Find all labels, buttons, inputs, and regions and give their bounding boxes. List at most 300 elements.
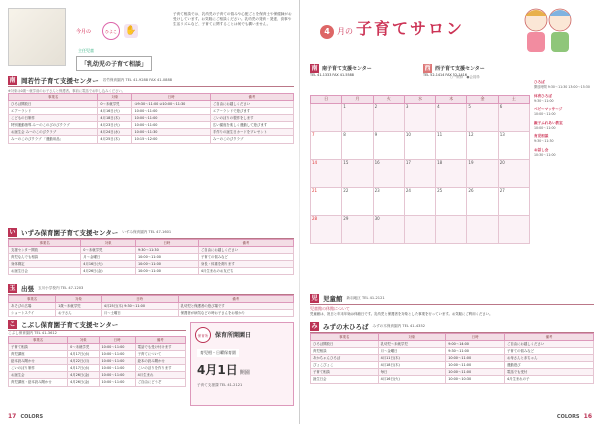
cell: 広い園庭を楽しく運動して遊びます xyxy=(210,122,293,129)
calendar-day xyxy=(342,131,373,159)
table-row xyxy=(9,303,294,310)
calendar-day xyxy=(373,131,404,159)
cell: お母さんと赤ちゃん xyxy=(504,355,593,362)
section-minami xyxy=(8,76,294,144)
cell: 4月22日(月) xyxy=(68,358,99,365)
day-number: 1 xyxy=(343,103,346,109)
cell: 10:00〜11:00 xyxy=(99,344,135,351)
cell: 育児相談 xyxy=(311,348,379,355)
col-header: 備考 xyxy=(198,240,293,247)
section-badge: み xyxy=(311,323,318,330)
cell: 乳幼児〜未就学児 xyxy=(378,341,446,348)
cell: 特別運動指導 みーのこのびのびクラブ xyxy=(9,122,98,129)
table-row xyxy=(9,379,186,386)
month-circle: ひよこ xyxy=(102,22,120,40)
day-number: 25 xyxy=(437,187,443,193)
table-row xyxy=(9,129,294,136)
calendar-legend: ○一般枠 ●会員枠 xyxy=(450,75,480,79)
cell: 10:00〜11:00 xyxy=(135,254,198,261)
table-row xyxy=(311,348,594,355)
side-event-text: 10:00〜11:00 xyxy=(534,112,556,117)
cell: 電話でも受付 xyxy=(504,369,593,376)
table-row xyxy=(9,136,294,143)
calendar-day xyxy=(467,187,498,215)
cell: 10:00〜11:00 xyxy=(99,351,135,358)
schedule-table xyxy=(8,295,294,317)
table-row xyxy=(9,365,186,372)
section-info: いずみ保育園内 TEL 47-1601 xyxy=(122,230,172,234)
col-header: 対象 xyxy=(98,94,132,101)
cell: 1歳〜未就学児 xyxy=(56,303,102,310)
calendar-day xyxy=(404,103,435,131)
cell: 手作りの誕生日カードをプレゼント xyxy=(210,129,293,136)
cell: 10:00〜11:00 xyxy=(446,362,505,369)
col-header: 備考 xyxy=(135,337,185,344)
page-number xyxy=(557,413,592,420)
side-event-title: ベビーマッサージ xyxy=(534,107,563,112)
col-header: 日時 xyxy=(101,296,178,303)
col-header: 日時 xyxy=(446,334,505,341)
cell: 0〜未就学児 xyxy=(81,247,136,254)
side-event xyxy=(534,121,594,131)
col-header: 対象 xyxy=(81,240,136,247)
day-number: 24 xyxy=(405,187,411,193)
cell: ひろば開放日 xyxy=(9,101,98,108)
nursery-info-box xyxy=(190,322,294,406)
cell: 10:00〜11:00 xyxy=(99,372,135,379)
section-title: いずみ保育園子育て支援センター xyxy=(21,229,119,237)
cell: 月〜金曜日 xyxy=(378,348,446,355)
cell: あかちゃんひろば xyxy=(311,355,379,362)
cell: 4月18日(木) xyxy=(378,362,446,369)
calendar-day xyxy=(342,215,373,243)
side-event-text: 10:00〜11:00 xyxy=(534,125,556,130)
cell: 育児なんでも相談 xyxy=(9,254,81,261)
day-number: 14 xyxy=(312,159,318,165)
center-minami xyxy=(310,64,417,77)
cell: あそびの広場 xyxy=(9,303,56,310)
day-number: 30 xyxy=(374,215,380,221)
cell: 運動遊び xyxy=(504,362,593,369)
calendar-day xyxy=(373,215,404,243)
calendar-day xyxy=(467,131,498,159)
cell: 絵本の読み聞かせ xyxy=(135,358,185,365)
side-event-title: ひろば xyxy=(534,80,545,84)
category-label: 主任児童 xyxy=(78,48,94,53)
day-number: 7 xyxy=(312,131,315,137)
section-title: みずの木ひろば xyxy=(323,323,369,331)
table-row xyxy=(311,369,594,376)
weekday-header: 火 xyxy=(373,96,404,104)
cell: 育児講座・絵本読み聞かせ xyxy=(9,379,68,386)
day-number: 15 xyxy=(343,159,349,165)
calendar-day xyxy=(404,187,435,215)
cell: 4月17日(水) xyxy=(68,351,99,358)
day-number: 17 xyxy=(405,159,411,165)
section-title: 岡若竹子育て支援センター xyxy=(21,77,99,85)
calendar-day xyxy=(467,159,498,187)
schedule-table xyxy=(8,239,294,275)
cell: みーのこのびクラブ xyxy=(210,136,293,143)
side-event-text: 9:30〜11:30 xyxy=(534,139,554,144)
section-note: ※対象は0歳〜就学前のお子さんと保護者。事前に電話でお申し込みください。 xyxy=(8,89,125,93)
cell: こいのぼりを作ります xyxy=(135,365,185,372)
section-kobushi xyxy=(8,320,186,387)
calendar-day xyxy=(311,187,342,215)
table-row xyxy=(9,122,294,129)
cell: 誕生日会 xyxy=(311,376,379,383)
cell: 育児講座 xyxy=(9,351,68,358)
section-title: 出張 xyxy=(21,285,34,293)
calendar-week xyxy=(311,187,530,215)
table-row xyxy=(311,376,594,383)
day-number: 21 xyxy=(312,187,318,193)
cell: お誕生日会 xyxy=(9,268,81,275)
section-badge: 玉 xyxy=(9,285,16,292)
section-info: みずの木保育園内 TEL 41-4352 xyxy=(372,324,426,328)
cell: 子育ての悩みなど xyxy=(198,254,293,261)
hand-icon: ✋ xyxy=(125,26,137,36)
col-header: 事業名 xyxy=(311,334,379,341)
box-date: 4月1日 xyxy=(197,363,238,377)
calendar-day xyxy=(498,131,529,159)
calendar-week xyxy=(311,131,530,159)
day-number: 29 xyxy=(343,215,349,221)
day-number: 9 xyxy=(374,131,378,137)
cell: 10:00〜11:00 xyxy=(132,108,210,115)
calendar-day xyxy=(311,159,342,187)
calendar-day xyxy=(404,215,435,243)
box-sub: 育児相・日曜保育園 xyxy=(197,349,239,357)
cell: ショートステイ xyxy=(9,310,56,317)
cell: 9:00〜14:00 xyxy=(446,341,505,348)
col-header: 事業名 xyxy=(9,94,98,101)
calendar-day xyxy=(436,215,467,243)
table-row xyxy=(9,268,294,275)
cell: ぴょこぴょこ xyxy=(311,362,379,369)
section-title: こぶし保育園子育て支援センター xyxy=(21,321,119,329)
calendar-day xyxy=(467,215,498,243)
day-number: 16 xyxy=(374,159,380,165)
brand: COLORS xyxy=(556,414,580,420)
box-title: 保育所開園日 xyxy=(215,332,252,339)
cell: 4月23日(火) xyxy=(98,122,132,129)
box-badge: 保育所 xyxy=(195,327,211,343)
cell: 9:30〜11:00 xyxy=(446,348,505,355)
cell: 4月18日(木) xyxy=(98,115,132,122)
table-row xyxy=(9,358,186,365)
cell: 4月生まれの子 xyxy=(504,376,593,383)
center-info: TEL 41-1333 FAX 41-5588 xyxy=(310,73,354,77)
col-header: 備考 xyxy=(178,296,293,303)
salon-title: 子育てサロン xyxy=(356,19,465,38)
cell: こどもの日制作 xyxy=(9,115,98,122)
side-event-text: 開放時間 9:30〜11:30 13:00〜15:30 xyxy=(534,85,590,90)
table-row xyxy=(9,310,294,317)
schedule-table xyxy=(310,333,594,384)
calendar-day xyxy=(373,103,404,131)
table-row xyxy=(9,351,186,358)
day-number: 27 xyxy=(499,187,505,193)
schedule-table xyxy=(8,93,294,144)
cell: こいのぼりの製作をします xyxy=(210,115,293,122)
day-number: 28 xyxy=(312,215,318,221)
section-tamagawa xyxy=(8,284,294,317)
cell: 4月11日(木) xyxy=(378,355,446,362)
intro-section xyxy=(8,8,294,72)
month-badge xyxy=(76,22,166,44)
table-row xyxy=(9,344,186,351)
cell: 10:00〜11:00 xyxy=(446,369,505,376)
cell: 4月26日(金) xyxy=(68,372,99,379)
page-num: 16 xyxy=(583,413,592,420)
day-number: 4 xyxy=(437,103,440,109)
table-row xyxy=(311,362,594,369)
cell: お誕生会 みーのこのびクラブ xyxy=(9,129,98,136)
section-badge: 南 xyxy=(9,77,16,84)
cell: 毎日 xyxy=(378,369,446,376)
day-number: 22 xyxy=(343,187,349,193)
month-number: 4 xyxy=(320,25,334,39)
calendar-day xyxy=(373,159,404,187)
col-header: 日時 xyxy=(99,337,135,344)
table-row xyxy=(9,247,294,254)
cell: 10:00〜11:00 xyxy=(135,261,198,268)
table-row xyxy=(9,372,186,379)
cell: 4月25日(木) 9:30〜11:00 xyxy=(101,303,178,310)
cell: ご自由にお越しください xyxy=(198,247,293,254)
day-number: 19 xyxy=(468,159,474,165)
cell: 10:00〜11:30 xyxy=(132,129,210,136)
calendar-week xyxy=(311,215,530,243)
cell: 0〜未就学児 xyxy=(98,101,132,108)
cell: エアーランド xyxy=(9,108,98,115)
calendar-day xyxy=(373,187,404,215)
calendar-day xyxy=(311,215,342,243)
calendar-day xyxy=(404,131,435,159)
cell: ひろば開放日 xyxy=(311,341,379,348)
col-header: 事業名 xyxy=(9,296,56,303)
calendar-day xyxy=(467,103,498,131)
col-header: 対象 xyxy=(56,296,102,303)
cell: 子育てについて xyxy=(135,351,185,358)
weekday-header: 月 xyxy=(342,96,373,104)
section-jidoukan xyxy=(310,294,594,316)
cell: 10:00〜11:00 xyxy=(99,379,135,386)
table-row xyxy=(9,115,294,122)
two-kids-icon xyxy=(518,2,578,58)
weekday-header: 金 xyxy=(467,96,498,104)
side-event xyxy=(534,134,594,144)
section-info: こぶし保育園内 TEL 41-3612 xyxy=(8,331,57,335)
page-num: 17 xyxy=(8,413,17,420)
center-title: 南子育て支援センター xyxy=(322,66,372,72)
cell: 4月16日(火) xyxy=(378,376,446,383)
staff-photo xyxy=(8,8,66,66)
cell: エアーランドで遊びます xyxy=(210,108,293,115)
col-header: 事業名 xyxy=(9,240,81,247)
cell: 4月17日(水) xyxy=(68,365,99,372)
section-izumi xyxy=(8,228,294,275)
calendar-day xyxy=(436,103,467,131)
side-event xyxy=(534,148,594,158)
day-number: 3 xyxy=(405,103,409,109)
cell: 4月25日(木) xyxy=(98,136,132,143)
brand: COLORS xyxy=(20,414,44,420)
cell: 4月24日(水) xyxy=(98,129,132,136)
center-info: TEL 52-1414 FAX 52-1416 xyxy=(423,73,467,77)
day-number: 18 xyxy=(437,159,443,165)
cell: 10:15〜12:00 xyxy=(132,136,210,143)
cell: 10:00〜11:00 xyxy=(132,115,210,122)
cell: 電話でも受け付けます xyxy=(135,344,185,351)
side-event-title: 育児相談 xyxy=(534,134,549,139)
weekday-header: 土 xyxy=(498,96,529,104)
side-event-title: 体育ひろば xyxy=(534,93,552,98)
month-label: 今月の xyxy=(76,29,92,35)
day-number: 2 xyxy=(374,103,378,109)
col-header: 備考 xyxy=(504,334,593,341)
cell: ご自由にどうぞ xyxy=(135,379,185,386)
cell: 4月26日(金) xyxy=(81,268,136,275)
calendar-day xyxy=(311,131,342,159)
col-header: 事業名 xyxy=(9,337,68,344)
support-centers xyxy=(310,64,530,77)
right-page xyxy=(300,0,600,424)
section-info: 新羽地区 TEL 41-2121 xyxy=(346,296,385,300)
cell: 子育て相談 xyxy=(9,344,68,351)
cell: 0〜未就学児 xyxy=(68,344,99,351)
calendar-day xyxy=(498,215,529,243)
section-info: 玉川小学校内 TEL 47-1203 xyxy=(38,286,84,290)
side-event-text: 10:30〜11:00 xyxy=(534,152,556,157)
day-number: 13 xyxy=(499,131,505,137)
weekday-header: 木 xyxy=(436,96,467,104)
calendar-week xyxy=(311,159,530,187)
cell: 10:00〜11:00 xyxy=(135,268,198,275)
box-date-suffix: 開園 xyxy=(239,370,250,376)
section-badge: い xyxy=(9,229,16,236)
col-header: 日時 xyxy=(135,240,198,247)
cell: 4月16日(火) xyxy=(98,108,132,115)
day-number: 11 xyxy=(437,131,443,137)
cell: 10:00〜11:00 xyxy=(446,355,505,362)
cell: 子育ての悩みなど xyxy=(504,348,593,355)
cell: ①9:30〜11:00 ②10:00〜11:30 xyxy=(132,101,210,108)
calendar-table xyxy=(310,95,530,244)
table-row xyxy=(9,101,294,108)
jidou-subtitle: 児童館の休館について xyxy=(310,306,350,311)
cell: お誕生会 xyxy=(9,372,68,379)
page-number xyxy=(8,413,43,420)
day-number: 12 xyxy=(468,131,474,137)
day-number: 10 xyxy=(405,131,411,137)
cell: 4月生まれのお友だち xyxy=(198,268,293,275)
cell: 4月26日(金) xyxy=(68,379,99,386)
table-row xyxy=(311,355,594,362)
col-header: 備考 xyxy=(210,94,293,101)
month-suffix: 月の xyxy=(337,27,353,36)
cell: お子さん xyxy=(56,310,102,317)
col-header: 対象 xyxy=(378,334,446,341)
cell: ご自由にお越しください xyxy=(210,101,293,108)
center-title: 西子育て支援センター xyxy=(435,66,485,72)
cell: こいのぼり制作 xyxy=(9,365,68,372)
col-header: 日時 xyxy=(132,94,210,101)
day-number: 23 xyxy=(374,187,380,193)
cell: みーのこのびクラブ 「運動用品」 xyxy=(9,136,98,143)
event-legend-column xyxy=(534,80,594,292)
consult-title: 「乳幼児の子育て相談」 xyxy=(76,56,152,71)
day-number: 8 xyxy=(343,131,346,137)
center-badge: 南 xyxy=(311,65,318,72)
section-badge: 児 xyxy=(311,295,318,302)
calendar-week xyxy=(311,103,530,131)
center-badge: 西 xyxy=(424,65,431,72)
weekday-header: 水 xyxy=(404,96,435,104)
cell: 4月16日(火) xyxy=(81,261,136,268)
cell: 4月生まれ xyxy=(135,372,185,379)
day-number: 20 xyxy=(499,159,505,165)
side-event xyxy=(534,80,594,90)
calendar-day xyxy=(498,187,529,215)
col-header: 対象 xyxy=(68,337,99,344)
cell: 10:00〜11:00 xyxy=(132,122,210,129)
calendar-day xyxy=(436,131,467,159)
cell: 絵本読み聞かせ xyxy=(9,358,68,365)
calendar-day xyxy=(342,187,373,215)
cell: 9:30〜11:30 xyxy=(135,247,198,254)
day-number: 6 xyxy=(499,103,503,109)
calendar-day xyxy=(498,159,529,187)
calendar xyxy=(310,95,530,244)
side-event-title: お話し会 xyxy=(534,147,549,152)
section-info: 若竹保育園内 TEL 41-9288 FAX 41-0888 xyxy=(102,78,173,82)
calendar-day xyxy=(311,103,342,131)
calendar-day xyxy=(436,159,467,187)
intro-text: 子育て相談では、乳幼児の子育ての悩みや心配ごとを保育士や保健師がお受けしています。お気軽にご相談ください。乳幼児の発育・発達、食事や生活リズムなど、子育てに関することは何でも構いません。 xyxy=(173,12,292,27)
side-event xyxy=(534,94,594,104)
calendar-day xyxy=(436,187,467,215)
table-row xyxy=(9,261,294,268)
calendar-day xyxy=(404,159,435,187)
cell: 月〜金曜日 xyxy=(81,254,136,261)
salon-heading xyxy=(320,16,464,39)
cell: 身体測定 xyxy=(9,261,81,268)
cell: 10:00〜10:30 xyxy=(446,376,505,383)
section-title: 児童館 xyxy=(323,295,343,303)
cell: 乳幼児と保護者の遊び場です xyxy=(178,303,293,310)
calendar-day xyxy=(342,159,373,187)
calendar-day xyxy=(498,103,529,131)
day-number: 26 xyxy=(468,187,474,193)
section-badge: こ xyxy=(9,321,16,328)
weekday-header: 日 xyxy=(311,96,342,104)
calendar-day xyxy=(342,103,373,131)
table-row xyxy=(9,254,294,261)
table-row xyxy=(9,108,294,115)
table-row xyxy=(311,341,594,348)
cell: 10:00〜11:00 xyxy=(99,358,135,365)
section-mizunoki xyxy=(310,322,594,384)
side-event-title: 親子ふれあい教室 xyxy=(534,120,563,125)
jidou-text: 児童館は、祝日と年末年始は休館日です。乳幼児と保護者を対象とした事業を行っています。お気軽にご利用ください。 xyxy=(310,312,493,316)
day-number: 5 xyxy=(468,103,471,109)
side-event xyxy=(534,107,594,117)
cell: 10:00〜11:00 xyxy=(99,365,135,372)
cell: 月〜土曜日 xyxy=(101,310,178,317)
cell: 子育て相談 xyxy=(311,369,379,376)
